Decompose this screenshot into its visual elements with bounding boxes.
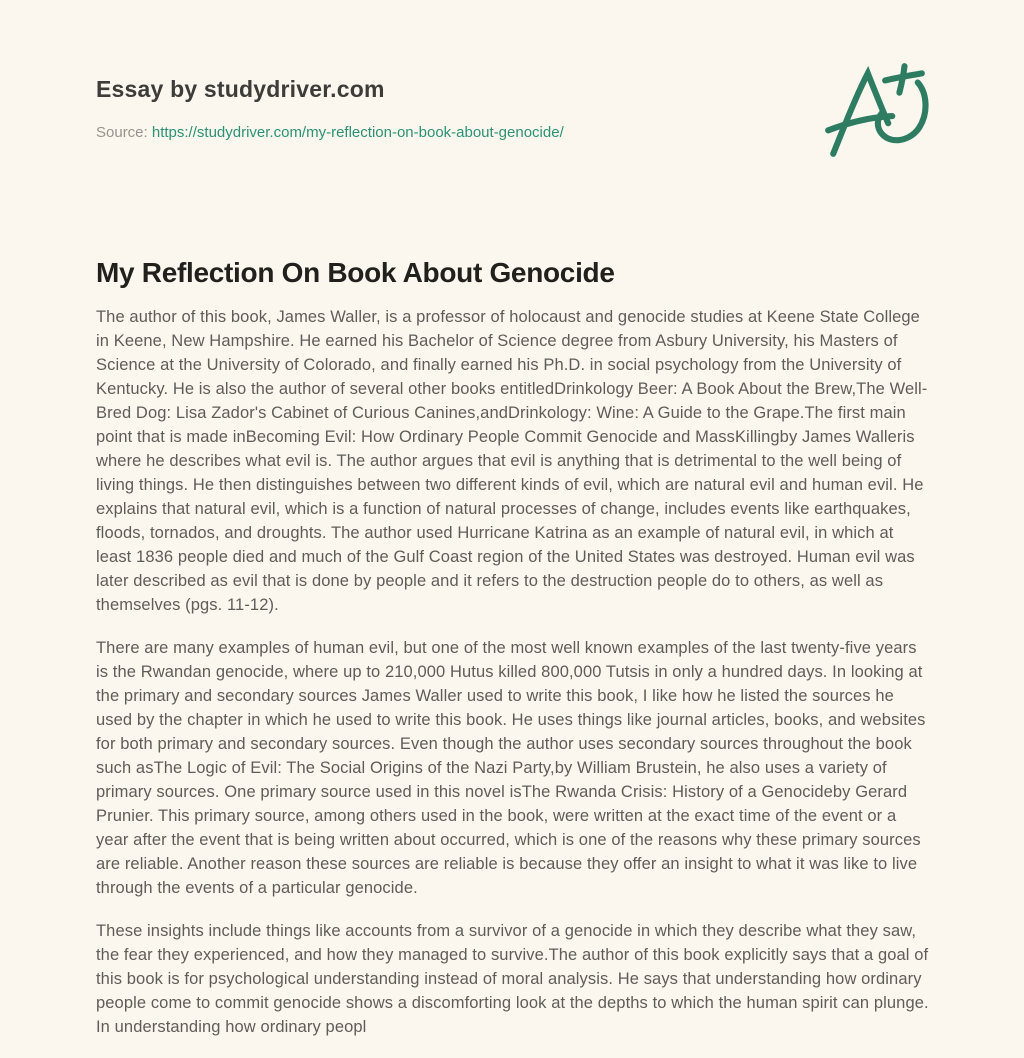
source-label: Source: — [96, 124, 148, 141]
essay-content — [96, 257, 932, 1039]
essay-paragraph: The author of this book, James Waller, is a professor of holocaust and genocide studies at Keene State College in Keene, New Hampshire. He earned his Bachelor of Science degree from Asbury University, his Masters of Science at the University of Colorado, and finally earned his Ph.D. in social psychology from the University of Kentucky. He is also the author of several other books entitledDrinkology Beer: A Book About the Brew,The Well-Bred Dog: Lisa Zador's Cabinet of Curious Canines,andDrinkology: Wine: A Guide to the Grape.The first main point that is made inBecoming Evil: How Ordinary People Commit Genocide and MassKillingby James Walleris where he describes what evil is. The author argues that evil is anything that is detrimental to the well being of living things. He then distinguishes between two different kinds of evil, which are natural evil and human evil. He explains that natural evil, which is a function of natural processes of change, includes events like earthquakes, floods, tornados, and droughts. The author used Hurricane Katrina as an example of natural evil, in which at least 1836 people died and much of the Gulf Coast region of the United States was destroyed. Human evil was later described as evil that is done by people and it refers to the destruction people do to others, as well as themselves (pgs. 11-12). — [96, 308, 928, 614]
page-header — [96, 0, 932, 141]
source-link[interactable]: https://studydriver.com/my-reflection-on-book-about-genocide/ — [151, 124, 564, 141]
essay-body — [96, 305, 932, 1039]
essay-paragraph: These insights include things like accounts from a survivor of a genocide in which they describe what they saw, the fear they experienced, and how they managed to survive.The author of this book explicitly says that a goal of this book is for psychological understanding instead of moral analysis. He says that understanding how ordinary people come to commit genocide shows a discomforting look at the depths to which the human spirit can plunge. In understanding how ordinary peopl — [96, 922, 929, 1036]
essay-title: My Reflection On Book About Genocide — [96, 257, 615, 288]
source-line — [96, 124, 932, 141]
site-title: Essay by studydriver.com — [96, 76, 385, 102]
essay-paragraph: There are many examples of human evil, but one of the most well known examples of the last twenty-five years is the Rwandan genocide, where up to 210,000 Hutus killed 800,000 Tutsis in only a hundred days. In looking at the primary and secondary sources James Waller used to write this book, I like how he listed the sources he used by the chapter in which he used to write this book. He uses things like journal articles, books, and websites for both primary and secondary sources. Even though the author uses secondary sources throughout the book such asThe Logic of Evil: The Social Origins of the Nazi Party,by William Brustein, he also uses a variety of primary sources. One primary source used in this novel isThe Rwanda Crisis: History of a Genocideby Gerard Prunier. This primary source, among others used in the book, were written at the exact time of the event or a year after the event that is being written about occurred, which is one of the reasons why these primary sources are reliable. Another reason these sources are reliable is because they offer an insight to what it was like to live through the events of a particular genocide. — [96, 639, 926, 897]
